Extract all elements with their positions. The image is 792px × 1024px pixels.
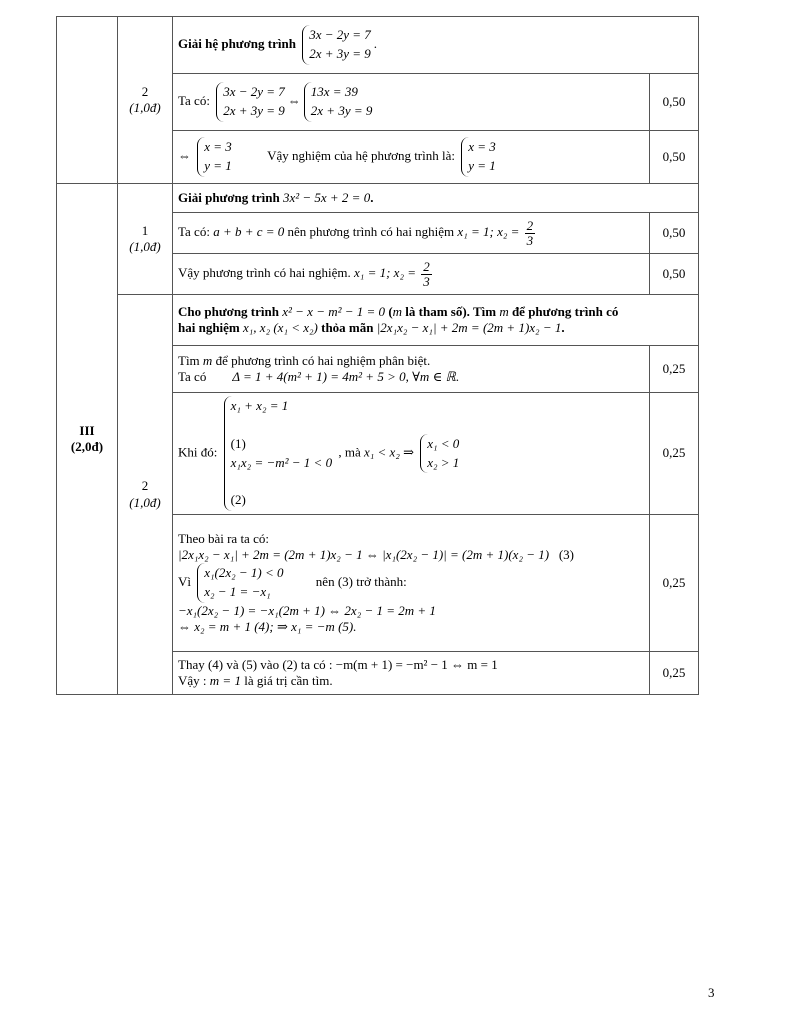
system-brace: 3x − 2y = 7 2x + 3y = 9 (302, 25, 371, 65)
part3-q2-step2: Khi đó: x₁ + x₂ = 1 (1) x₁x₂ = −m² − 1 < 0 (2) , mà x₁ < x₂ ⇒ x₁ < 0 x₂ > 1 (173, 393, 650, 515)
system-brace: x₁(2x₂ − 1) < 0 x₂ − 1 = −x₁ (197, 563, 283, 603)
question-points: (1,0đ) (129, 239, 161, 254)
question-number: 2 (141, 478, 149, 494)
part2-step1: Ta có: 3x − 2y = 7 2x + 3y = 9 ⇔ 13x = 39 2x + 3y = 9 (173, 74, 650, 131)
system-brace: 3x − 2y = 7 2x + 3y = 9 (216, 82, 285, 122)
part3-q2-title-row (57, 295, 699, 346)
score-cell: 0,50 (650, 74, 699, 131)
system-brace: x₁ < 0 x₂ > 1 (420, 434, 459, 474)
system-brace: x = 3 y = 1 (461, 137, 496, 177)
score-cell: 0,25 (650, 515, 699, 652)
score-cell: 0,50 (650, 131, 699, 184)
score-cell: 0,25 (650, 346, 699, 393)
part2-title-row (57, 17, 699, 74)
fraction: $\frac{2}{3}$ (526, 217, 534, 248)
score-cell: 0,25 (650, 652, 699, 695)
part2-step2: ⇔ x = 3 y = 1 Vậy nghiệm của hệ phương trình là: x = 3 y = 1 (173, 131, 650, 184)
question-points: (1,0đ) (129, 100, 161, 115)
part3-q1-title: Giải phương trình 3x² − 5x + 2 = 0. (173, 184, 699, 213)
part2-roman-cell (57, 17, 118, 184)
part2-title: Giải hệ phương trình 3x − 2y = 7 2x + 3y = 9 . (173, 17, 699, 74)
part3-q2-step1: Tìm m để phương trình có hai nghiệm phân biệt. Ta có Δ = 1 + 4(m² + 1) = 4m² + 5 > 0, ∀m ∈ ℝ. (173, 346, 650, 393)
part3-roman-cell (57, 184, 118, 695)
question-number: 2 (141, 83, 149, 99)
part3-q2-step4: Thay (4) và (5) vào (2) ta có : −m(m + 1) = −m² − 1 ⇔ m = 1 Vậy : m = 1 là giá trị cần tìm. (173, 652, 650, 695)
section-label: III (79, 422, 95, 438)
answer-table (56, 16, 699, 695)
score-cell: 0,25 (650, 393, 699, 515)
question-points: (1,0đ) (129, 494, 161, 510)
question-number: 1 (141, 222, 149, 238)
part3-q2-title: Cho phương trình x² − x − m² − 1 = 0 (m là tham số). Tìm m để phương trình có hai nghiệm x₁, x₂ (x₁ < x₂) thỏa mãn |2x₁x₂ − x₁| + 2m = (2m + 1)x₂ − 1. (173, 295, 699, 346)
score-cell: 0,50 (650, 254, 699, 295)
system-brace: x₁ + x₂ = 1 (1) x₁x₂ = −m² − 1 < 0 (2) (224, 396, 332, 511)
part3-q2-step3: Theo bài ra ta có: |2x₁x₂ − x₁| + 2m = (2m + 1)x₂ − 1 ⇔ |x₁(2x₂ − 1)| = (2m + 1)(x₂ − 1) (3) Vì x₁(2x₂ − 1) < 0 x₂ − 1 = −x₁ nên (3) trở thành: −x₁(2x₂ − 1) = −x₁(2m + 1) ⇔ 2x₂ − 1 = 2m + 1 ⇔ x₂ = m + 1 (4); ⇒ x₁ = −m (5). (173, 515, 650, 652)
system-brace: 13x = 39 2x + 3y = 9 (304, 82, 373, 122)
fraction: $\frac{2}{3}$ (423, 258, 430, 289)
score-cell: 0,50 (650, 213, 699, 254)
part3-q1-step2: Vậy phương trình có hai nghiệm. x₁ = 1; x₂ = $\frac{2}{3}$ (173, 254, 650, 295)
system-brace: x = 3 y = 1 (197, 137, 232, 177)
part3-q1-number-cell (118, 184, 173, 295)
page-number: 3 (708, 985, 715, 1000)
part3-q2-number-cell (118, 295, 173, 695)
part2-number-cell (118, 17, 173, 184)
part3-q1-step1: Ta có: a + b + c = 0 nên phương trình có hai nghiệm x₁ = 1; x₂ = $\frac{2}{3}$ (173, 213, 650, 254)
part3-q1-title-row (57, 184, 699, 213)
section-points: (2,0đ) (70, 439, 104, 455)
